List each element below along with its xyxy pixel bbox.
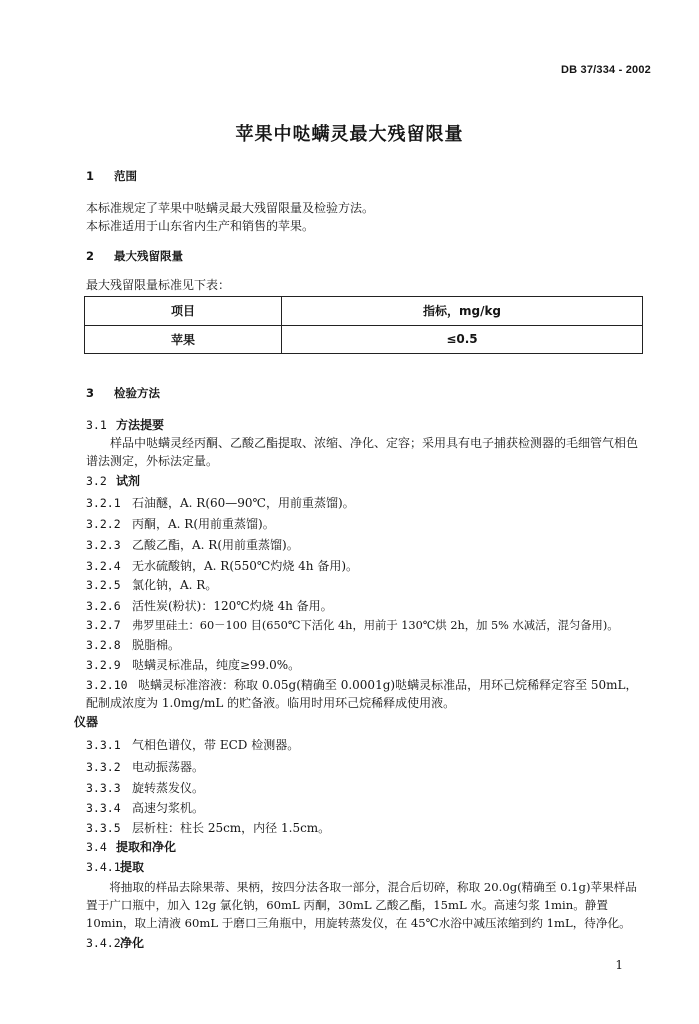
subsection-3-2-heading (86, 472, 140, 489)
item-number: 3.3.1 (86, 738, 121, 752)
subsection-3-4-heading (86, 838, 176, 855)
instrument-item (86, 758, 204, 775)
subsection-title: 提取和净化 (116, 840, 177, 854)
table-row (85, 325, 643, 354)
item-text: 气相色谱仪，带 ECD 检测器。 (132, 738, 300, 752)
item-text: 旋转蒸发仪。 (132, 781, 205, 795)
section-2-heading (86, 248, 183, 264)
subsection-number: 3.4 (86, 840, 107, 854)
item-number: 3.2.3 (86, 538, 121, 552)
table-intro: 最大残留限量标准见下表： (86, 278, 231, 292)
subsection-title: 试剂 (116, 474, 141, 488)
limits-table (84, 296, 643, 354)
reagent-item (86, 676, 641, 712)
item-text: 高速匀浆机。 (132, 801, 205, 815)
subsection-number: 3.4.2 (86, 936, 121, 950)
section-3-heading (86, 385, 160, 401)
subsection-title: 净化 (120, 936, 145, 950)
item-text: 层析柱：柱长 25cm，内径 1.5cm。 (132, 821, 331, 835)
section-number: 1 (86, 169, 95, 183)
item-text: 氯化钠，A. R。 (132, 578, 218, 592)
reagent-item (86, 536, 299, 553)
instruments-label: 仪器 (74, 715, 99, 729)
subsection-number: 3.4.1 (86, 860, 121, 874)
item-number: 3.2.10 (86, 678, 128, 692)
page-number: 1 (615, 958, 623, 972)
instrument-item (86, 779, 204, 796)
item-text: 石油醚，A. R(60—90℃，用前重蒸馏)。 (132, 496, 355, 510)
subsection-3-1-heading (86, 416, 164, 433)
subsection-number: 3.1 (86, 418, 107, 432)
section-1-heading (86, 168, 137, 184)
section-title: 范围 (114, 169, 137, 183)
item-number: 3.2.2 (86, 517, 121, 531)
table-cell: 苹果 (85, 325, 282, 354)
item-text: 活性炭(粉状)：120℃灼烧 4h 备用。 (132, 599, 333, 613)
subsection-title: 方法提要 (116, 418, 165, 432)
subsection-3-4-1-heading (86, 858, 144, 875)
item-text: 丙酮，A. R(用前重蒸馏)。 (132, 517, 275, 531)
standard-number: DB 37/334 - 2002 (560, 64, 651, 76)
item-number: 3.2.8 (86, 638, 121, 652)
item-number: 3.2.9 (86, 658, 121, 672)
subsection-number: 3.2 (86, 474, 107, 488)
reagent-item (86, 494, 355, 511)
item-text: 乙酸乙酯，A. R(用前重蒸馏)。 (132, 538, 299, 552)
section-title: 最大残留限量 (114, 249, 183, 263)
item-number: 3.3.3 (86, 781, 121, 795)
reagent-item (86, 617, 619, 633)
reagent-item (86, 557, 358, 574)
section-title: 检验方法 (114, 386, 160, 400)
item-number: 3.3.2 (86, 760, 121, 774)
reagent-item (86, 515, 275, 532)
item-text: 哒螨灵标准品，纯度≥99.0%。 (132, 658, 301, 672)
instrument-item (86, 799, 204, 816)
scope-paragraph-1: 本标准规定了苹果中哒螨灵最大残留限量及检验方法。 (86, 201, 375, 215)
section-number: 2 (86, 249, 95, 263)
instrument-item (86, 736, 299, 753)
subsection-3-4-2-heading (86, 934, 144, 951)
method-summary-paragraph: 样品中哒螨灵经丙酮、乙酸乙酯提取、浓缩、净化、定容；采用具有电子捕获检测器的毛细管气相色谱法测定，外标法定量。 (86, 436, 639, 468)
section-number: 3 (86, 386, 95, 400)
reagent-item (86, 597, 333, 614)
table-header-row (85, 297, 643, 326)
reagent-item (86, 636, 180, 653)
page-title: 苹果中哒螨灵最大残留限量 (235, 124, 464, 145)
item-number: 3.2.5 (86, 578, 121, 592)
item-number: 3.2.6 (86, 599, 121, 613)
item-number: 3.3.5 (86, 821, 121, 835)
item-text: 脱脂棉。 (132, 638, 181, 652)
table-cell: ≤0.5 (282, 325, 643, 354)
subsection-title: 提取 (120, 860, 145, 874)
item-text: 哒螨灵标准溶液：称取 0.05g(精确至 0.0001g)哒螨灵标准品，用环己烷稀释定容至 50mL，配制成浓度为 1.0mg/mL 的贮备液。临用时用环己烷稀释成使用液。 (86, 678, 638, 710)
item-text: 无水硫酸钠，A. R(550℃灼烧 4h 备用)。 (132, 559, 359, 573)
item-number: 3.2.1 (86, 496, 121, 510)
table-header-cell: 项目 (85, 297, 282, 326)
extraction-paragraph: 将抽取的样品去除果蒂、果柄，按四分法各取一部分，混合后切碎，称取 20.0g(精确至 0.1g)苹果样品置于广口瓶中，加入 12g 氯化钠，60mL 丙酮，30mL 乙酸乙酯，15mL 水。高速匀浆 1min。静置 10min，取上清液 60mL 于磨口三角瓶中，用旋转蒸发仪，在 45℃水浴中减压浓缩到约 1mL，待净化。 (86, 880, 637, 930)
item-text: 电动振荡器。 (132, 760, 205, 774)
item-number: 3.2.4 (86, 559, 121, 573)
item-number: 3.2.7 (86, 618, 121, 632)
instrument-item (86, 819, 330, 836)
reagent-item (86, 656, 300, 673)
table-header-cell: 指标，mg/kg (282, 297, 643, 326)
item-number: 3.3.4 (86, 801, 121, 815)
scope-paragraph-2: 本标准适用于山东省内生产和销售的苹果。 (86, 219, 315, 233)
item-text: 弗罗里硅土：60－100 目(650℃下活化 4h，用前于 130℃烘 2h，加 5% 水减活，混匀备用)。 (132, 619, 619, 632)
reagent-item (86, 576, 217, 593)
